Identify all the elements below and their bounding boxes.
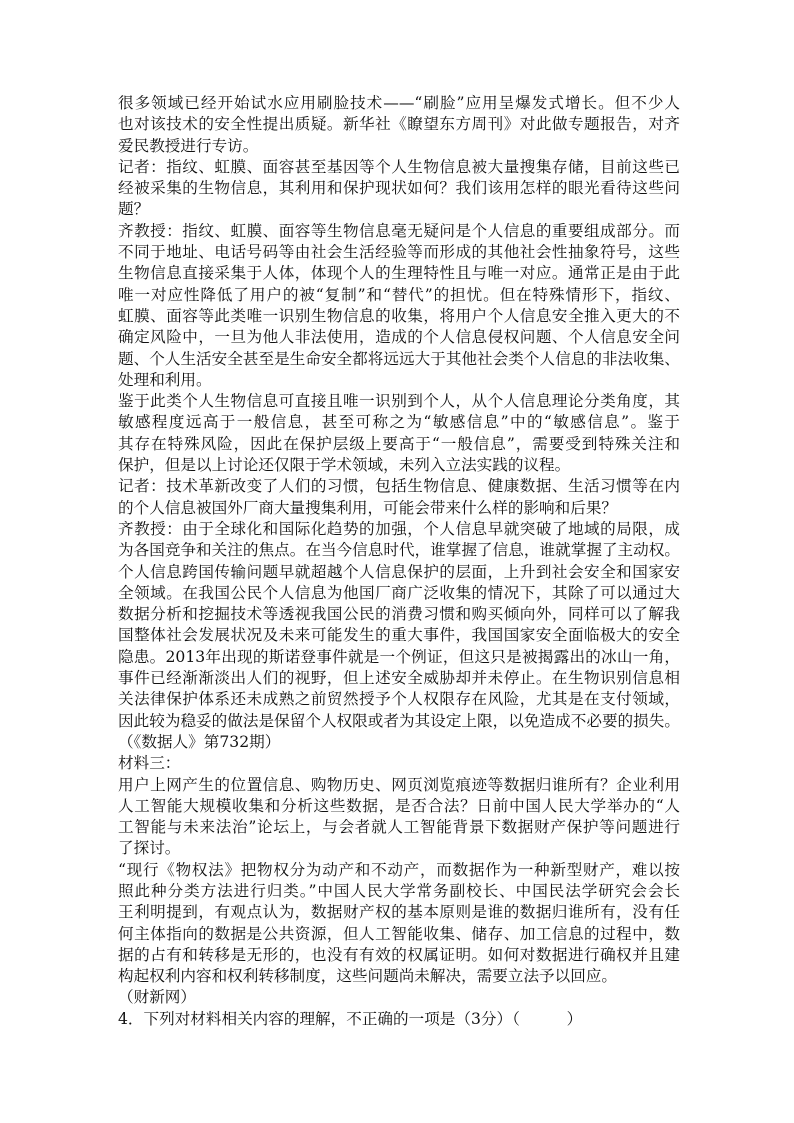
text-line: 保护，但是以上讨论还仅限于学术领域，未列入立法实践的议程。: [118, 456, 571, 475]
source-citation: （《数据人》第732期）: [118, 732, 281, 751]
text-line: 齐教授：由于全球化和国际化趋势的加强，个人信息早就突破了地域的局限，成: [118, 519, 680, 538]
text-line: 也对该技术的安全性提出质疑。新华社《瞭望东方周刊》对此做专题报告，对齐: [118, 115, 680, 134]
text-line: 鉴于此类个人生物信息可直接且唯一识别到个人，从个人信息理论分类角度，其: [118, 392, 680, 411]
text-line: 敏感程度远高于一般信息，甚至可称之为“敏感信息”中的“敏感信息”。鉴于: [118, 413, 680, 432]
text-line: 确定风险中，一旦为他人非法使用，造成的个人信息侵权问题、个人信息安全问: [118, 328, 680, 347]
text-line: 题、个人生活安全甚至是生命安全都将远远大于其他社会类个人信息的非法收集、: [118, 349, 680, 368]
question-item: 4．下列对材料相关内容的理解，不正确的一项是（3分）（ ）: [118, 1009, 583, 1028]
text-line: 经被采集的生物信息，其利用和保护现状如何？我们该用怎样的眼光看待这些问: [118, 179, 680, 198]
text-line: 构起权利内容和权利转移制度，这些问题尚未解决，需要立法予以回应。: [118, 967, 618, 986]
text-line: 处理和利用。: [118, 370, 212, 389]
text-line: 很多领域已经开始试水应用刷脸技术——“刷脸”应用呈爆发式增长。但不少人: [118, 94, 680, 112]
text-line: 全领域。在我国公民个人信息为他国厂商广泛收集的情况下，其除了可以通过大: [118, 583, 680, 602]
text-line: 唯一对应性降低了用户的被“复制”和“替代”的担忧。但在特殊情形下，指纹、: [118, 285, 680, 304]
text-line: 生物信息直接采集于人体，体现个人的生理特性且与唯一对应。通常正是由于此: [118, 264, 680, 283]
source-citation: （财新网）: [118, 988, 196, 1007]
text-line: 事件已经渐渐淡出人们的视野，但上述安全威胁却并未停止。在生物识别信息相: [118, 669, 680, 688]
text-line: 了探讨。: [118, 839, 181, 858]
text-line: 照此种分类方法进行归类。”中国人民大学常务副校长、中国民法学研究会会长: [118, 881, 680, 900]
text-line: 记者：技术革新改变了人们的习惯，包括生物信息、健康数据、生活习惯等在内: [118, 477, 680, 496]
text-line: 其存在特殊风险，因此在保护层级上要高于“一般信息”，需要受到特殊关注和: [118, 434, 680, 453]
text-line: 齐教授：指纹、虹膜、面容等生物信息毫无疑问是个人信息的重要组成部分。而: [118, 221, 680, 240]
text-line: 用户上网产生的位置信息、购物历史、网页浏览痕迹等数据归谁所有？企业利用: [118, 775, 680, 794]
text-line: 何主体指向的数据是公共资源，但人工智能收集、储存、加工信息的过程中，数: [118, 924, 680, 943]
text-line: 关法律保护体系还未成熟之前贸然授予个人权限存在风险，尤其是在支付领域，: [118, 690, 680, 709]
text-line: 不同于地址、电话号码等由社会生活经验等而形成的其他社会性抽象符号，这些: [118, 243, 680, 262]
text-line: 据的占有和转移是无形的，也没有有效的权属证明。如何对数据进行确权并且建: [118, 945, 680, 964]
text-line: 题？: [118, 200, 150, 219]
text-line: 记者：指纹、虹膜、面容甚至基因等个人生物信息被大量搜集存储，目前这些已: [118, 157, 680, 176]
text-line: 隐患。2013年出现的斯诺登事件就是一个例证，但这只是被揭露出的冰山一角，: [118, 647, 680, 666]
document-body: [118, 93, 680, 1030]
text-line: 工智能与未来法治”论坛上，与会者就人工智能背景下数据财产保护等问题进行: [118, 818, 680, 837]
section-heading: 材料三：: [118, 754, 181, 773]
text-line: 国整体社会发展状况及未来可能发生的重大事件，我国国家安全面临极大的安全: [118, 626, 680, 645]
text-line: 虹膜、面容等此类唯一识别生物信息的收集，将用户个人信息安全推入更大的不: [118, 306, 680, 325]
text-line: 王利明提到，有观点认为，数据财产权的基本原则是谁的数据归谁所有，没有任: [118, 903, 680, 922]
text-line: 人工智能大规模收集和分析这些数据，是否合法？日前中国人民大学举办的“人: [118, 796, 680, 815]
text-line: 为各国竞争和关注的焦点。在当今信息时代，谁掌握了信息，谁就掌握了主动权。: [118, 541, 680, 560]
text-line: 的个人信息被国外厂商大量搜集利用，可能会带来什么样的影响和后果？: [118, 498, 618, 517]
text-line: “现行《物权法》把物权分为动产和不动产，而数据作为一种新型财产，难以按: [118, 860, 680, 879]
text-line: 数据分析和挖掘技术等透视我国公民的消费习惯和购买倾向外，同样可以了解我: [118, 605, 680, 624]
text-line: 爱民教授进行专访。: [118, 136, 259, 155]
text-line: 因此较为稳妥的做法是保留个人权限或者为其设定上限，以免造成不必要的损失。: [118, 711, 680, 730]
text-line: 个人信息跨国传输问题早就超越个人信息保护的层面，上升到社会安全和国家安: [118, 562, 680, 581]
